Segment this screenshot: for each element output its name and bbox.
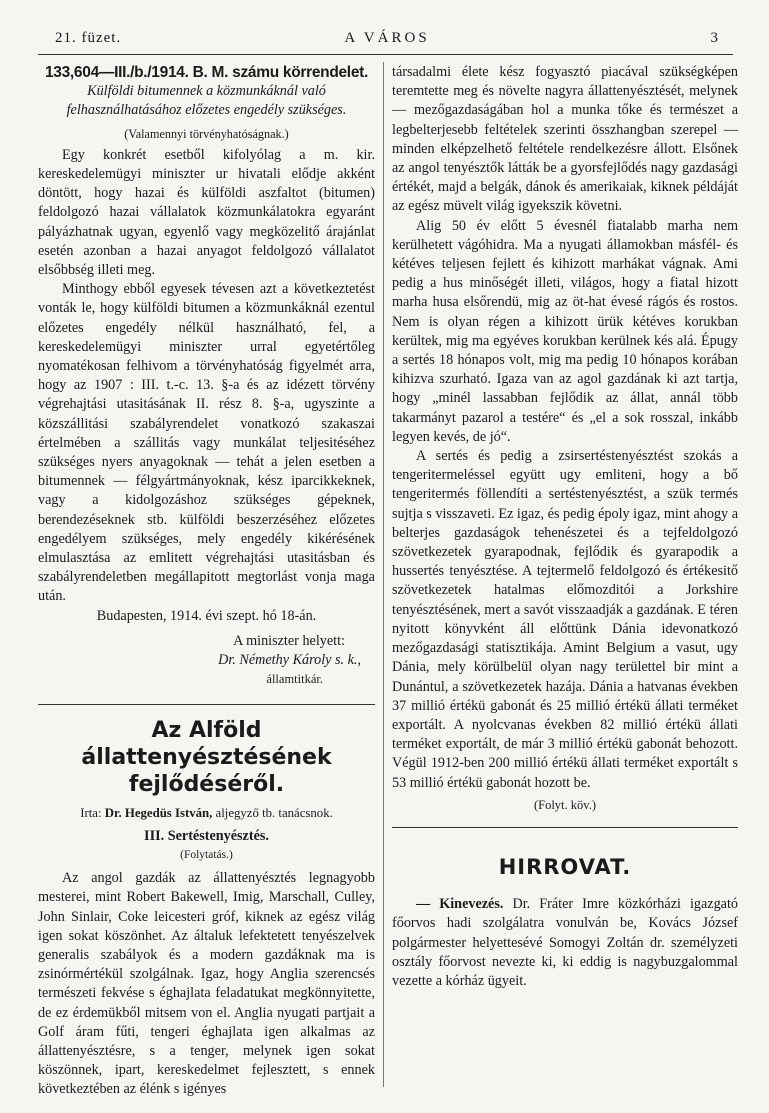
left-column [38, 63, 375, 1100]
ordinance-subtitle: Külföldi bitumennek a közmunkáknál való felhasználhatásához előzetes engedély szükséges. [66, 83, 347, 119]
news-item [392, 895, 738, 991]
author-role: aljegyző tb. tanácsnok. [215, 805, 333, 820]
news-text: Dr. Fráter Imre közkórházi igazgató főorvos hadi szolgálatra vonulván be, Kovács József polgármester helyettesévé Somogyi Zoltán dr. személyzeti osztály főorvost nevezte ki, ki eddig is nagybuzgalommal vezette a kórház ügyeit. [392, 896, 739, 989]
ordinance-title: 133,604—III./b./1914. B. M. számu körrendelet. [44, 64, 369, 81]
article-folyt: (Folyt. köv.) [533, 797, 597, 812]
article-continuation: (Folytatás.) [180, 848, 233, 861]
news-title: HIRROVAT. [498, 854, 632, 879]
issue-number: 21. füzet. [55, 30, 122, 46]
news-lead: — Kinevezés. [416, 896, 504, 913]
ordinance-paragraph-2: Minthogy ebből egyesek tévesen azt a következtetést vonták le, hogy külföldi bitumen a közmunkáknál ezentul előzetes engedély nélkül használható, fel, a kereskedelemügyi miniszter urral egyetértőleg nyomatékosan felhivom a törvényhatóság figyelmét arra, hogy az 1907 : III. t.-c. 13. §-a és az idézett törvény végrehajtási utasitásának II. rész 8. §-a, ugyszinte a közszállitási szabályrendelet vonatkozó szakaszai értelmében a szállitás vagy munkálat teljesitéséhez szükséges nyers anyagoknak — tehát a jelen esetben a bitumennek — félgyártmányoknak, kész iparcikkeknek, vagy a kidolgozáshoz szükséges gépeknek, berendezéseknek stb. külföldi beszerzéséhez előzetes engedélyem szükséges, mely engedély kikérésének elmulasztása az emlitett végrehajtási utasitásban és szabályrendeletben megállapitott megtorlást vonja maga után. [38, 281, 375, 605]
article-author [38, 804, 375, 823]
ordinance-date: Budapesten, 1914. évi szept. hó 18-án. [96, 607, 317, 624]
ordinance-sign-on-behalf: A miniszter helyett: [233, 632, 345, 649]
article-section: III. Sertéstenyésztés. [144, 827, 269, 844]
article-paragraph-right-1: társadalmi élete kész fogyasztó piacával szükségképen teremtette meg és növelte nagyra állattenyésztését, melynek — mezőgazdaságában hol a munka tőke és természet a legbelterjesebb feltételek szerinti összhangban szerepel — minden elképzelhető feltétele rendelkezésre állott. Elsőnek az angol tenyésztők látták be a gyorsfejlődés nagy gazdasági értékét, majd a belgák, dánok és amerikaiak, kiknek példáját az egész müvelt világ igyekszik követni. [392, 64, 738, 215]
article-paragraph-right-2: Alig 50 év előtt 5 évesnél fiatalabb marha nem kerülhetett vágóhidra. Ma a nyugati államokban másfél- és kétéves teljesen fejlett és kihizott marhákat vágnak. Ami pedig a hus minőségét illeti, világos, hogy a fiatal hizott marha husa elsőrendü, mig az öt-hat évesé rágós és rostos. Nem is olyan régen a kihizott ürük kétéves korukban kerültek, mig ma egyéves korukban kerülnek kés alá. Épugy a sertés 18 hónapos volt, mig ma pedig 10 hónapos korában kihizva szurható. Igaza van az agol gazdának ki azt tartja, hogy „minél lassabban fejlődik az állat, annál több takarmányt pazarol a testére“ és „el a sok rosszal, inkább legyen kevés, de jó“. [392, 217, 738, 445]
page-number: 3 [710, 30, 719, 46]
publication-title: A VÁROS [344, 30, 430, 46]
page-header [55, 30, 719, 52]
article-paragraph-left: Az angol gazdák az állattenyésztés legnagyobb mesterei, mint Robert Bakewell, Imig, Marschall, Culley, John Sinlair, Coke leicesteri gróf, kiknek az egész világ igen sokat köszönhet. Az általuk lefektetett tenyészelvek generalis szabályok és a modern gazdáknak ma is zsinórmértékül szolgálnak. Igaz, hogy Anglia szerencsés természeti fekvése s éghajlata feladatukat megkönnyitette, de ez érdemükből mitsem von el. Anglia nyugati partjait a Golf áram fűti, tengeri éghajlata igen alkalmas az állattenyésztésre, s a tenger, melynek igen sokat köszönnek, ipart, kereskedelmet fejlesztett, s ennek következtében az élénk s igényes [38, 870, 375, 1098]
ordinance-signer [38, 651, 375, 670]
header-rule [38, 54, 733, 55]
section-separator [38, 704, 375, 705]
ordinance-paragraph-1: Egy konkrét esetből kifolyólag a m. kir. kereskedelemügyi miniszter ur hivatali elődje akként döntött, hogy hazai és külföldi aszfaltot (bitumen) feldolgozó hazai vállalatok közmunkálatokra egyaránt pályázhatnak ugyan, egyenlő vagy megközelitő árajánlat esetén azonban a hazai anyagot feldolgozó vállalatot elsőbbség illeti meg. [38, 146, 375, 279]
author-prefix: Irta: [80, 805, 102, 820]
author-name: Dr. Hegedüs István, [104, 805, 213, 820]
article-title: Az Alföld állattenyésztésének fejlődéséről. [81, 717, 332, 797]
column-divider [383, 62, 384, 1087]
news-section [392, 827, 738, 991]
right-column [392, 63, 738, 991]
ordinance-signer-title: államtitkár. [266, 672, 323, 687]
article-paragraph-right-3: A sertés és pedig a zsirsertéstenyésztést szokás a tengeritermeléssel együtt ugy emliteni, hogy a bő tengeritermés föllendíti a sertéstenyésztést, a szük termés sujtja s visszaveti. Ez igaz, és pedig époly igaz, mint ahogy a belterjes gazdaságok tehenészetei és a tejfeldolgozó szövetkezetek gyarapodnak, fejlődik és gyarapodik a hussertés tenyésztése. A tejtermelő feldolgozó és értékesitő szövetkezetek hatalmas előmozditói a Jorkshire tenyésztésének, mert a savót visszaadják a gazdának. E téren nyitott könyvként áll előttünk Dánia idevonatkozó mezőgazdasági statisztikája. Amint Belgium a vasut, ugy Dánia, mely körülbelül olyan nagy területtel bir mint a Dunántul, a szövetkezetek hazája. Dánia a hatvanas években 37 millió értékü gabonát és 25 millió értékü állati terméket exportált. A nyolcvanas években 82 millió értékü állati terméket exportált, de már 3 millió értékü gabonát behozott. Végül 1912-ben 200 millió értékü állati terméket exportált s 53 millió értékü gabonát hozott be. [392, 448, 738, 791]
ordinance-signer-name: Dr. Némethy Károly s. k., [218, 652, 361, 669]
ordinance-addressee: (Valamennyi törvényhatóságnak.) [124, 126, 289, 141]
